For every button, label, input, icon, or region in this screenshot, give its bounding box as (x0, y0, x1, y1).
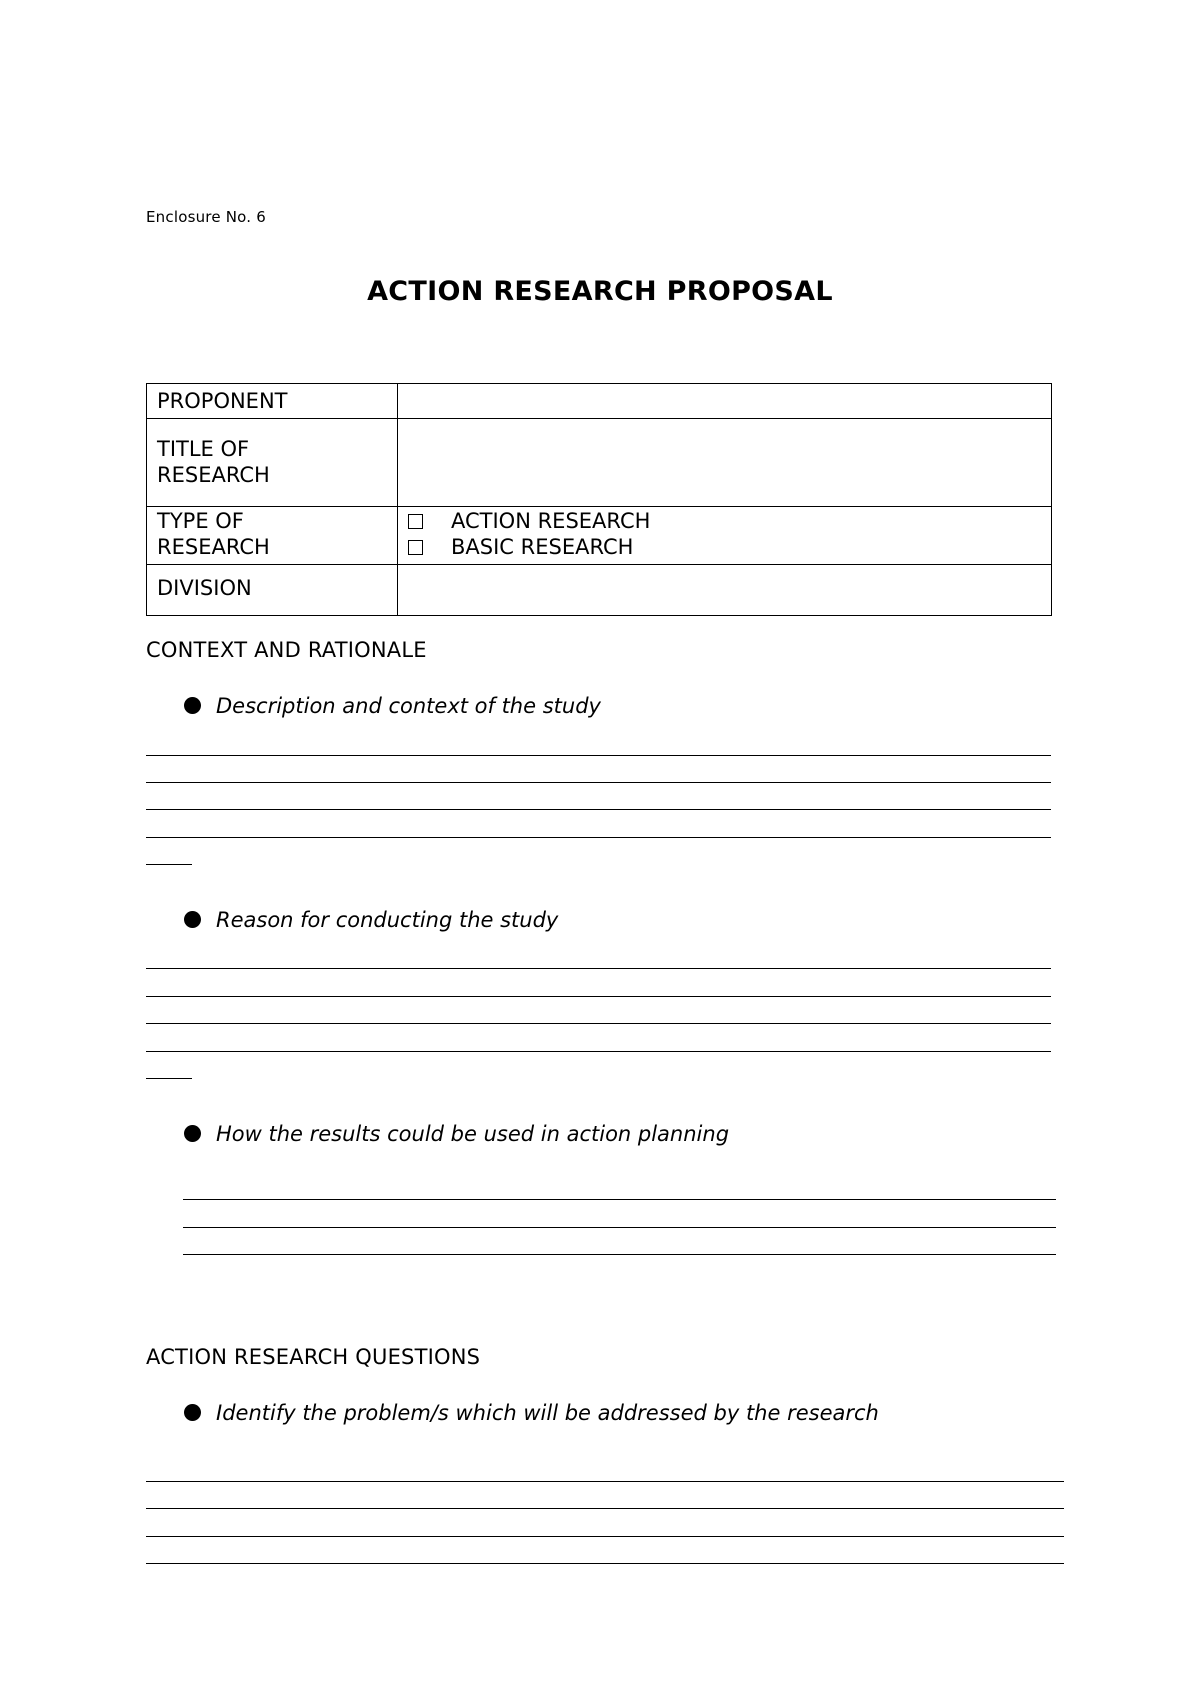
bullet-item (184, 1401, 879, 1425)
proponent-row (147, 384, 1052, 419)
bullet-text: Description and context of the study (216, 694, 601, 718)
proponent-field[interactable] (398, 384, 1052, 419)
type-of-research-label (147, 507, 398, 565)
bullet-icon (184, 1404, 201, 1421)
type-of-research-label-line1: TYPE OF (157, 509, 244, 533)
bullet-item (184, 908, 558, 932)
enclosure-label: Enclosure No. 6 (146, 208, 266, 226)
title-of-research-field[interactable] (398, 419, 1052, 507)
answer-line[interactable] (146, 837, 1051, 838)
checkbox-icon[interactable] (408, 540, 423, 555)
bullet-item (184, 1122, 729, 1146)
type-of-research-label-line2: RESEARCH (157, 535, 270, 559)
proposal-info-table (146, 383, 1052, 616)
bullet-item (184, 694, 601, 718)
division-label: DIVISION (147, 565, 398, 616)
answer-line[interactable] (146, 1023, 1051, 1024)
title-of-research-label-line1: TITLE OF (157, 437, 250, 461)
title-of-research-row (147, 419, 1052, 507)
answer-line[interactable] (146, 996, 1051, 997)
division-row (147, 565, 1052, 616)
bullet-text: Reason for conducting the study (216, 908, 559, 932)
bullet-icon (184, 697, 201, 714)
answer-line[interactable] (146, 864, 192, 865)
type-of-research-row (147, 507, 1052, 565)
bullet-text: How the results could be used in action planning (216, 1122, 730, 1146)
proponent-label: PROPONENT (147, 384, 398, 419)
option-action-research-label: ACTION RESEARCH (451, 509, 651, 533)
answer-line[interactable] (146, 1536, 1064, 1537)
answer-line[interactable] (146, 809, 1051, 810)
page-title: ACTION RESEARCH PROPOSAL (367, 276, 833, 307)
option-basic-research[interactable] (408, 534, 1041, 560)
bullet-icon (184, 1125, 201, 1142)
answer-line[interactable] (146, 1481, 1064, 1482)
type-of-research-options (398, 507, 1052, 565)
title-of-research-label-line2: RESEARCH (157, 463, 270, 487)
answer-line[interactable] (183, 1254, 1056, 1255)
action-research-questions-heading: ACTION RESEARCH QUESTIONS (146, 1345, 481, 1369)
answer-line[interactable] (146, 1563, 1064, 1564)
answer-line[interactable] (146, 1051, 1051, 1052)
answer-line[interactable] (183, 1199, 1056, 1200)
answer-line[interactable] (146, 1508, 1064, 1509)
answer-line[interactable] (146, 782, 1051, 783)
division-field[interactable] (398, 565, 1052, 616)
answer-line[interactable] (146, 968, 1051, 969)
answer-line[interactable] (183, 1227, 1056, 1228)
context-rationale-heading: CONTEXT AND RATIONALE (146, 638, 427, 662)
bullet-icon (184, 911, 201, 928)
title-of-research-label (147, 419, 398, 507)
checkbox-icon[interactable] (408, 514, 423, 529)
option-action-research[interactable] (408, 508, 1041, 534)
bullet-text: Identify the problem/s which will be addressed by the research (216, 1401, 879, 1425)
answer-line[interactable] (146, 755, 1051, 756)
answer-line[interactable] (146, 1078, 192, 1079)
option-basic-research-label: BASIC RESEARCH (451, 535, 634, 559)
